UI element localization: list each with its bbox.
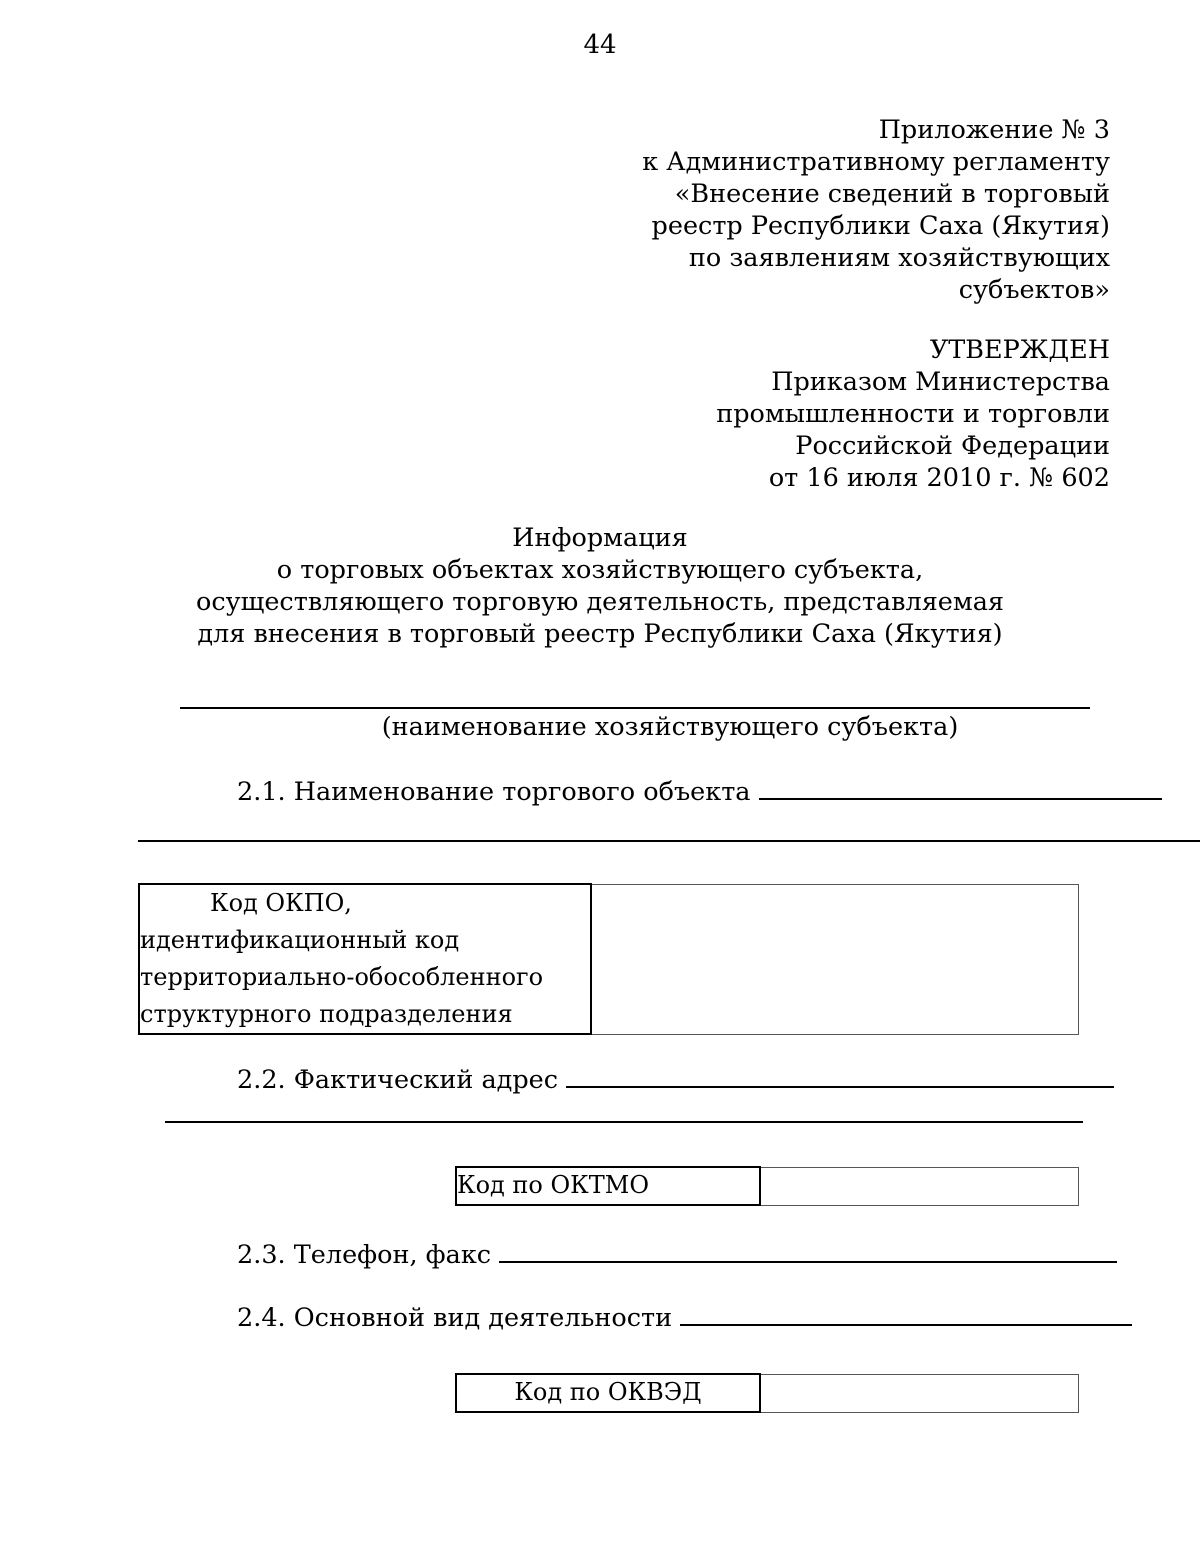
okpo-table bbox=[138, 883, 1079, 1035]
okpo-label-cell bbox=[139, 884, 591, 1034]
title-line: о торговых объектах хозяйствующего субъекта, bbox=[276, 555, 924, 585]
page-number: 44 bbox=[583, 30, 617, 60]
actual-address-field bbox=[237, 1064, 1114, 1095]
object-name-input[interactable] bbox=[759, 776, 1162, 800]
phone-fax-input[interactable] bbox=[499, 1239, 1117, 1263]
appendix-line: субъектов» bbox=[958, 275, 1110, 305]
object-name-label: 2.1. Наименование торгового объекта bbox=[237, 777, 751, 807]
okved-table bbox=[455, 1373, 1079, 1413]
oktmo-value-cell[interactable] bbox=[760, 1167, 1079, 1205]
okpo-value-cell[interactable] bbox=[591, 884, 1079, 1034]
approved-line: УТВЕРЖДЕН bbox=[929, 335, 1110, 365]
okved-label-cell: Код по ОКВЭД bbox=[456, 1374, 760, 1412]
okpo-label-line: Код ОКПО, bbox=[210, 889, 352, 917]
okpo-label-line: структурного подразделения bbox=[140, 1000, 513, 1028]
okpo-label-line: идентификационный код bbox=[140, 926, 460, 954]
actual-address-label: 2.2. Фактический адрес bbox=[237, 1065, 559, 1095]
appendix-line: Приложение № 3 bbox=[878, 115, 1110, 145]
main-activity-field bbox=[237, 1302, 1132, 1333]
title-line: Информация bbox=[512, 523, 688, 553]
entity-name-line[interactable] bbox=[180, 707, 1090, 709]
appendix-line: к Административному регламенту bbox=[642, 147, 1110, 177]
object-name-field bbox=[237, 776, 1162, 807]
actual-address-input[interactable] bbox=[566, 1064, 1114, 1088]
main-activity-label: 2.4. Основной вид деятельности bbox=[237, 1303, 673, 1333]
entity-name-caption: (наименование хозяйствующего субъекта) bbox=[381, 712, 959, 742]
title-line: для внесения в торговый реестр Республики Саха (Якутия) bbox=[197, 619, 1003, 649]
appendix-line: по заявлениям хозяйствующих bbox=[688, 243, 1110, 273]
document-title bbox=[0, 522, 1200, 650]
okpo-label-line: территориально-обособленного bbox=[140, 963, 544, 991]
appendix-header bbox=[642, 114, 1110, 306]
appendix-line: реестр Республики Саха (Якутия) bbox=[651, 211, 1110, 241]
approved-line: Российской Федерации bbox=[795, 431, 1110, 461]
main-activity-input[interactable] bbox=[680, 1302, 1132, 1326]
okved-value-cell[interactable] bbox=[760, 1374, 1079, 1412]
actual-address-continuation-line[interactable] bbox=[165, 1121, 1083, 1123]
approved-line: от 16 июля 2010 г. № 602 bbox=[768, 463, 1110, 493]
approval-stamp-text bbox=[716, 334, 1110, 494]
phone-fax-label: 2.3. Телефон, факс bbox=[237, 1240, 492, 1270]
oktmo-label-cell: Код по ОКТМО bbox=[456, 1167, 760, 1205]
approved-line: промышленности и торговли bbox=[716, 399, 1110, 429]
oktmo-table bbox=[455, 1166, 1079, 1206]
phone-fax-field bbox=[237, 1239, 1117, 1270]
object-name-continuation-line[interactable] bbox=[138, 840, 1200, 842]
appendix-line: «Внесение сведений в торговый bbox=[674, 179, 1110, 209]
approved-line: Приказом Министерства bbox=[771, 367, 1110, 397]
title-line: осуществляющего торговую деятельность, представляемая bbox=[196, 587, 1004, 617]
